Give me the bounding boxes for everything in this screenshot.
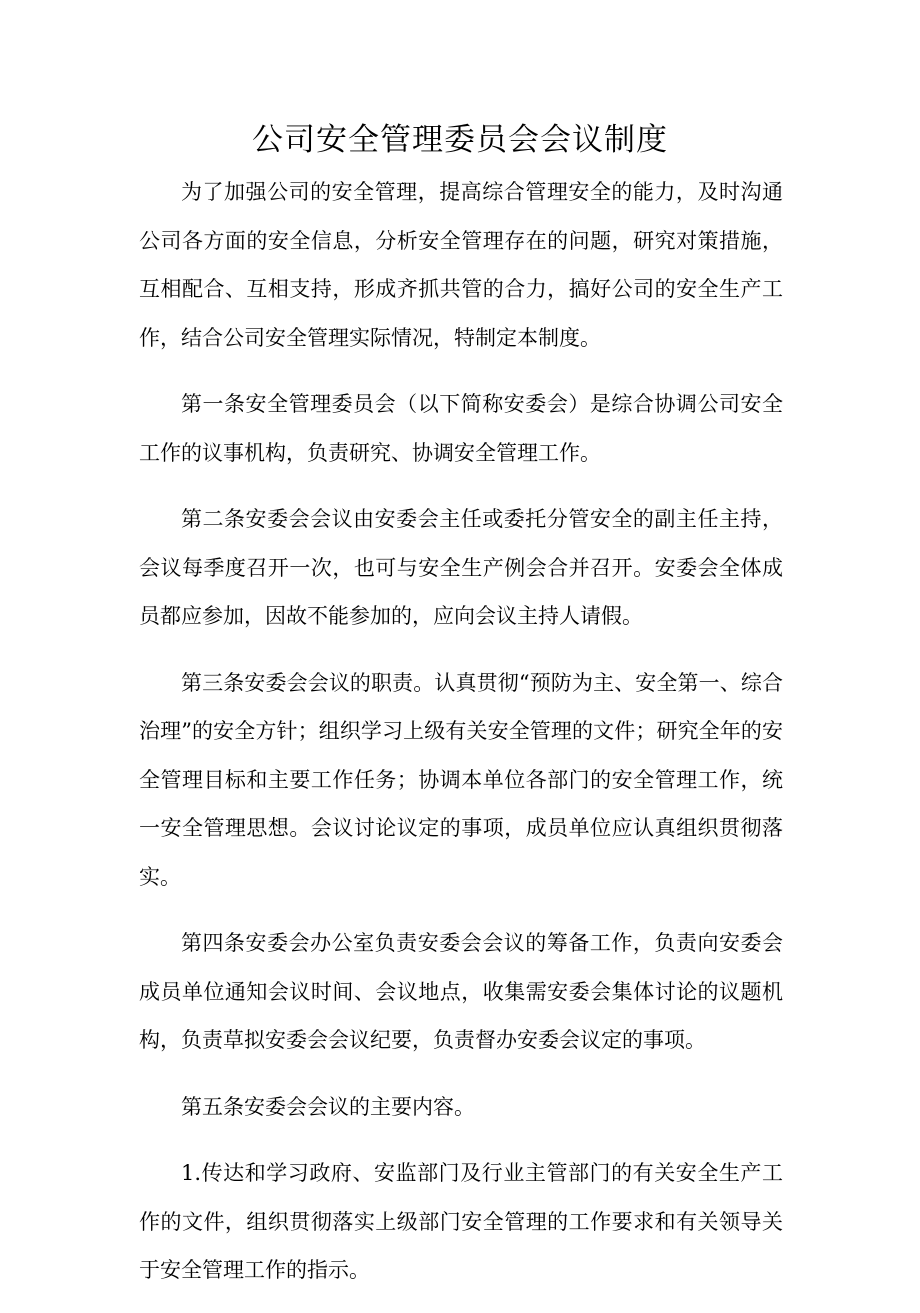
paragraph-intro: 为了加强公司的安全管理，提高综合管理安全的能力，及时沟通公司各方面的安全信息，分析安全管理存在的问题，研究对策措施，互相配合、互相支持，形成齐抓共管的合力，搞好公司的安全生产工作，结合公司安全管理实际情况，特制定本制度。	[139, 180, 783, 350]
document-body	[139, 168, 783, 1313]
paragraph-article-4: 第四条安委会办公室负责安委会会议的筹备工作，负责向安委会成员单位通知会议时间、会议地点，收集需安委会集体讨论的议题机构，负责草拟安委会会议纪要，负责督办安委会议定的事项。	[139, 931, 783, 1052]
paragraph-article-1: 第一条安全管理委员会（以下简称安委会）是综合协调公司安全工作的议事机构，负责研究、协调安全管理工作。	[139, 392, 783, 465]
paragraph-article-3: 第三条安委会会议的职责。认真贯彻“预防为主、安全第一、综合治理”的安全方针；组织学习上级有关安全管理的文件；研究全年的安全管理目标和主要工作任务；协调本单位各部门的安全管理工作，统一安全管理思想。会议讨论议定的事项，成员单位应认真组织贯彻落实。	[139, 670, 783, 889]
document-title: 公司安全管理委员会会议制度	[252, 122, 668, 158]
paragraph-item-1: 1.传达和学习政府、安监部门及行业主管部门的有关安全生产工作的文件，组织贯彻落实上级部门安全管理的工作要求和有关领导关于安全管理工作的指示。	[139, 1161, 783, 1282]
paragraph-article-5: 第五条安委会会议的主要内容。	[181, 1094, 475, 1119]
paragraph-article-2: 第二条安委会会议由安委会主任或委托分管安全的副主任主持，会议每季度召开一次，也可与安全生产例会合并召开。安委会全体成员都应参加，因故不能参加的，应向会议主持人请假。	[139, 507, 783, 628]
